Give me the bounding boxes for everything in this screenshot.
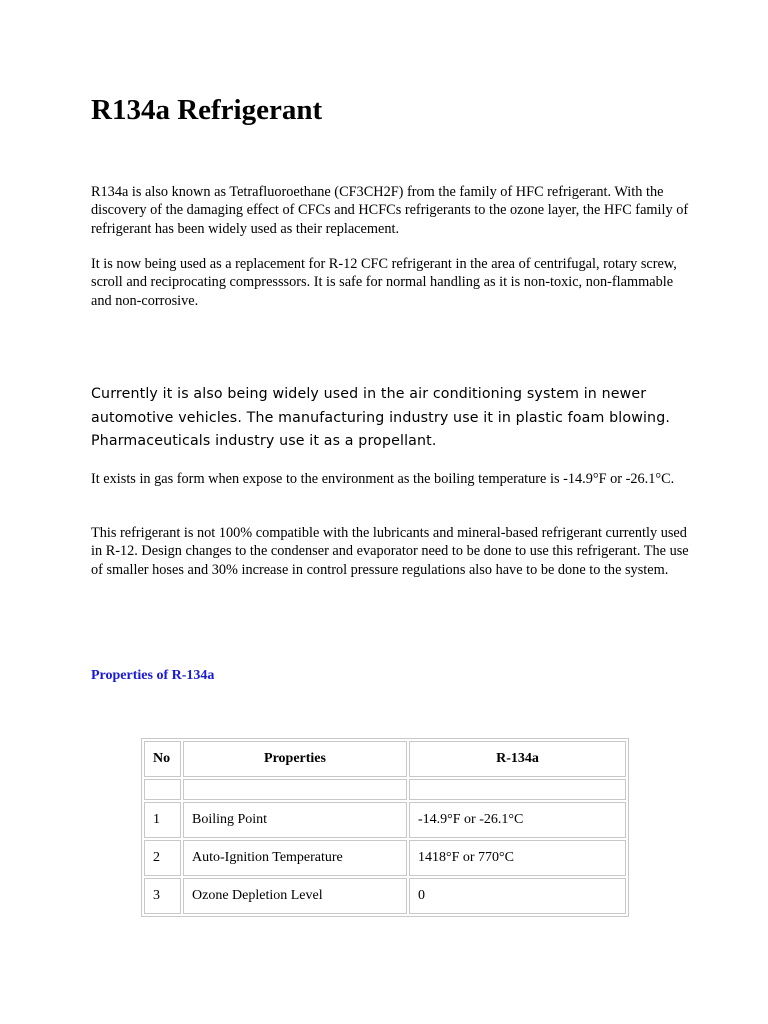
cell-no: 3 <box>144 878 181 914</box>
table-spacer-row <box>144 779 626 800</box>
spacer-cell <box>144 779 181 800</box>
table-header-row <box>144 741 626 777</box>
header-r134a: R-134a <box>409 741 626 777</box>
header-properties: Properties <box>183 741 407 777</box>
cell-no: 2 <box>144 840 181 876</box>
cell-value: -14.9°F or -26.1°C <box>409 802 626 838</box>
cell-value: 0 <box>409 878 626 914</box>
spacer-cell <box>183 779 407 800</box>
cell-no: 1 <box>144 802 181 838</box>
compatibility-paragraph: This refrigerant is not 100% compatible with the lubricants and mineral-based refrigerant currently used in R-12. Design changes to the condenser and evaporator need to be done to use this refrigerant. The use of smaller hoses and 30% increase in control pressure regulations also have to be done to the system. <box>91 525 689 578</box>
table-row <box>144 840 626 876</box>
replacement-paragraph: It is now being used as a replacement for R-12 CFC refrigerant in the area of centrifugal, rotary screw, scroll and reciprocating compresssors. It is safe for normal handling as it is non-toxic, non-flammable and non-corrosive. <box>91 256 677 309</box>
cell-property: Ozone Depletion Level <box>183 878 407 914</box>
boiling-paragraph: It exists in gas form when expose to the environment as the boiling temperature is -14.9°F or -26.1°C. <box>91 471 675 487</box>
properties-table <box>141 738 629 917</box>
table-row <box>144 878 626 914</box>
usage-paragraph: Currently it is also being widely used in the air conditioning system in newer automotive vehicles. The manufacturing industry use it in plastic foam blowing. Pharmaceuticals industry use it as a propellant. <box>91 386 671 449</box>
intro-paragraph: R134a is also known as Tetrafluoroethane (CF3CH2F) from the family of HFC refrigerant. With the discovery of the damaging effect of CFCs and HCFCs refrigerants to the ozone layer, the HFC family of refrigerant has been widely used as their replacement. <box>91 184 689 237</box>
table-row <box>144 802 626 838</box>
spacer-cell <box>409 779 626 800</box>
header-no: No <box>144 741 181 777</box>
properties-heading: Properties of R-134a <box>91 668 215 683</box>
cell-property: Auto-Ignition Temperature <box>183 840 407 876</box>
cell-property: Boiling Point <box>183 802 407 838</box>
page-title: R134a Refrigerant <box>91 94 323 126</box>
cell-value: 1418°F or 770°C <box>409 840 626 876</box>
